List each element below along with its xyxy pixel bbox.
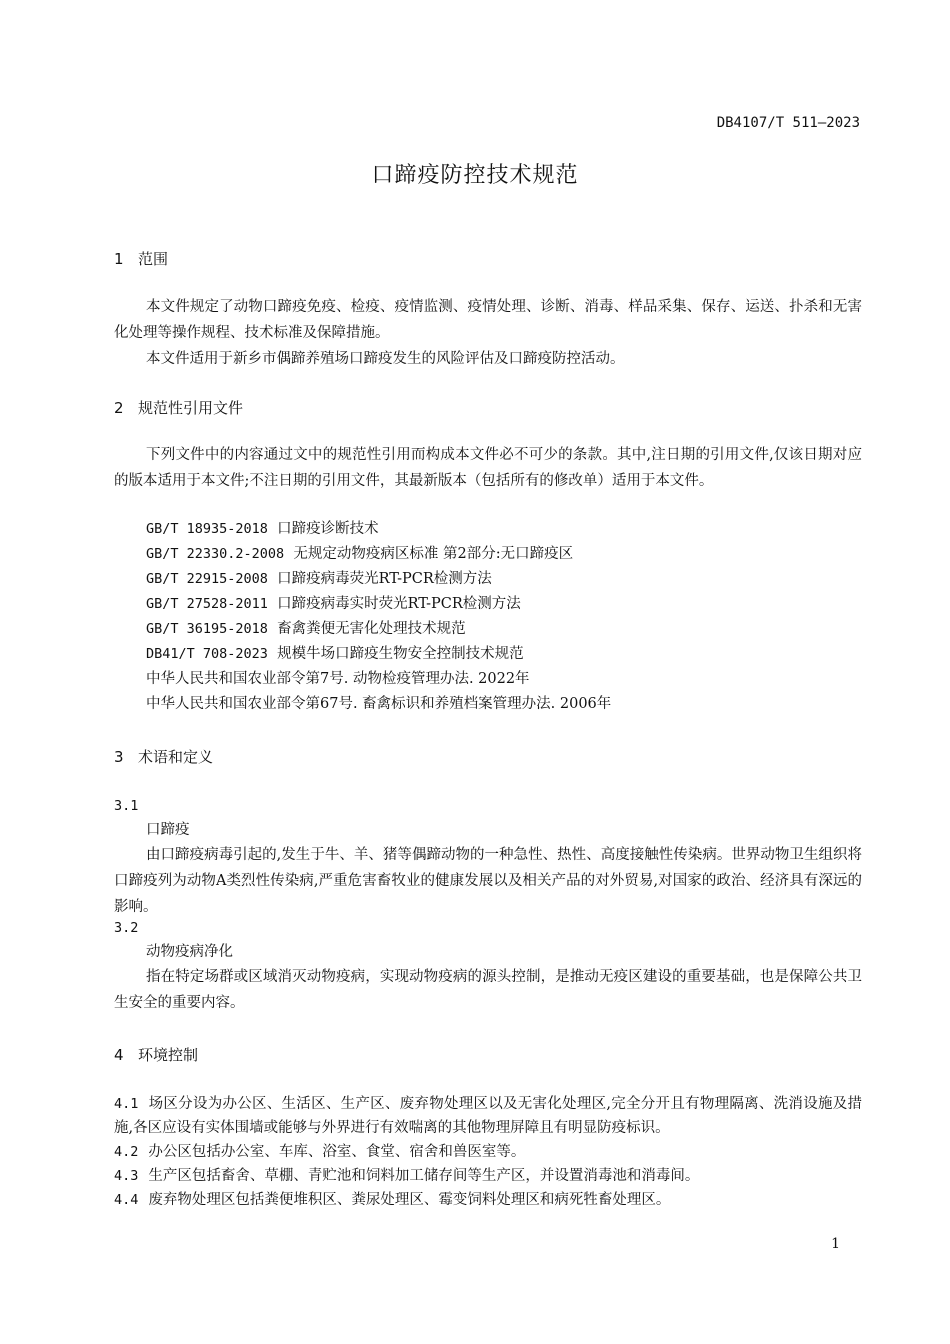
term-name: 口蹄疫 [146, 822, 190, 838]
reference-list [114, 517, 862, 717]
section-1-body [114, 294, 862, 372]
section-number: 4 [114, 1046, 124, 1064]
reference-title: 畜禽粪便无害化处理技术规范 [277, 621, 466, 637]
reference-title: 口蹄疫诊断技术 [277, 521, 379, 537]
reference-title: 口蹄疫病毒实时荧光RT-PCR检测方法 [277, 596, 521, 612]
term-definition: 指在特定场群或区域消灭动物疫病，实现动物疫病的源头控制，是推动无疫区建设的重要基础，也是保障公共卫生安全的重要内容。 [114, 969, 862, 1011]
section-3-heading [114, 746, 862, 767]
reference-item [114, 692, 862, 717]
clause-item [114, 1164, 862, 1188]
reference-title: 中华人民共和国农业部令第7号. 动物检疫管理办法. 2022年 [146, 671, 530, 687]
paragraph: 下列文件中的内容通过文中的规范性引用而构成本文件必不可少的条款。其中,注日期的引用文件,仅该日期对应的版本适用于本文件;不注日期的引用文件，其最新版本（包括所有的修改单）适用于本文件。 [114, 447, 862, 489]
clause-number: 4.2 [114, 1144, 139, 1160]
page-number: 1 [831, 1236, 840, 1252]
section-4-heading [114, 1044, 862, 1065]
section-number: 2 [114, 399, 124, 417]
section-4-body [114, 1092, 862, 1212]
term-3-1 [114, 794, 862, 920]
section-number: 1 [114, 250, 124, 268]
reference-code: GB/T 36195-2018 [146, 621, 268, 637]
reference-item [114, 542, 862, 567]
term-3-2 [114, 916, 862, 1016]
section-title: 环境控制 [138, 1046, 199, 1064]
clause-item [114, 1140, 862, 1164]
reference-item [114, 592, 862, 617]
term-name: 动物疫病净化 [146, 944, 233, 960]
reference-item [114, 617, 862, 642]
clause-text: 办公区包括办公室、车库、浴室、食堂、宿舍和兽医室等。 [148, 1144, 526, 1160]
reference-item [114, 567, 862, 592]
document-title: 口蹄疫防控技术规范 [371, 163, 579, 188]
section-2-body [114, 442, 862, 494]
reference-title: 无规定动物疫病区标准 第2部分:无口蹄疫区 [293, 546, 574, 562]
reference-title: 规模牛场口蹄疫生物安全控制技术规范 [277, 646, 524, 662]
reference-code: GB/T 22330.2-2008 [146, 546, 285, 562]
clause-number: 4.1 [114, 1096, 139, 1112]
section-title: 术语和定义 [138, 748, 214, 766]
clause-number: 4.3 [114, 1168, 139, 1184]
reference-title: 口蹄疫病毒荧光RT-PCR检测方法 [277, 571, 492, 587]
reference-code: GB/T 18935-2018 [146, 521, 268, 537]
section-number: 3 [114, 748, 124, 766]
clause-number: 4.4 [114, 1192, 139, 1208]
paragraph: 本文件适用于新乡市偶蹄养殖场口蹄疫发生的风险评估及口蹄疫防控活动。 [146, 351, 625, 367]
paragraph: 本文件规定了动物口蹄疫免疫、检疫、疫情监测、疫情处理、诊断、消毒、样品采集、保存、运送、扑杀和无害化处理等操作规程、技术标准及保障措施。 [114, 299, 862, 341]
term-number: 3.1 [114, 798, 139, 814]
term-definition: 由口蹄疫病毒引起的,发生于牛、羊、猪等偶蹄动物的一种急性、热性、高度接触性传染病。世界动物卫生组织将口蹄疫列为动物A类烈性传染病,严重危害畜牧业的健康发展以及相关产品的对外贸易,对国家的政治、经济具有深远的影响。 [114, 847, 862, 915]
clause-item [114, 1092, 862, 1140]
clause-text: 废弃物处理区包括粪便堆积区、粪尿处理区、霉变饲料处理区和病死牲畜处理区。 [148, 1192, 671, 1208]
reference-code: GB/T 27528-2011 [146, 596, 268, 612]
term-number: 3.2 [114, 920, 139, 936]
section-1-heading [114, 248, 862, 269]
clause-item [114, 1188, 862, 1212]
reference-item [114, 667, 862, 692]
document-code: DB4107/T 511—2023 [716, 115, 860, 131]
section-2-heading [114, 397, 862, 418]
reference-title: 中华人民共和国农业部令第67号. 畜禽标识和养殖档案管理办法. 2006年 [146, 696, 612, 712]
reference-item [114, 517, 862, 542]
clause-text: 生产区包括畜舍、草棚、青贮池和饲料加工储存间等生产区，并设置消毒池和消毒间。 [148, 1168, 700, 1184]
reference-code: GB/T 22915-2008 [146, 571, 268, 587]
section-title: 范围 [138, 250, 169, 268]
section-title: 规范性引用文件 [138, 399, 244, 417]
reference-item [114, 642, 862, 667]
reference-code: DB41/T 708-2023 [146, 646, 268, 662]
clause-text: 场区分设为办公区、生活区、生产区、废弃物处理区以及无害化处理区,完全分开且有物理隔离、洗消设施及措施,各区应设有实体围墙或能够与外界进行有效喘离的其他物理屏障且有明显防疫标识。 [114, 1096, 862, 1136]
